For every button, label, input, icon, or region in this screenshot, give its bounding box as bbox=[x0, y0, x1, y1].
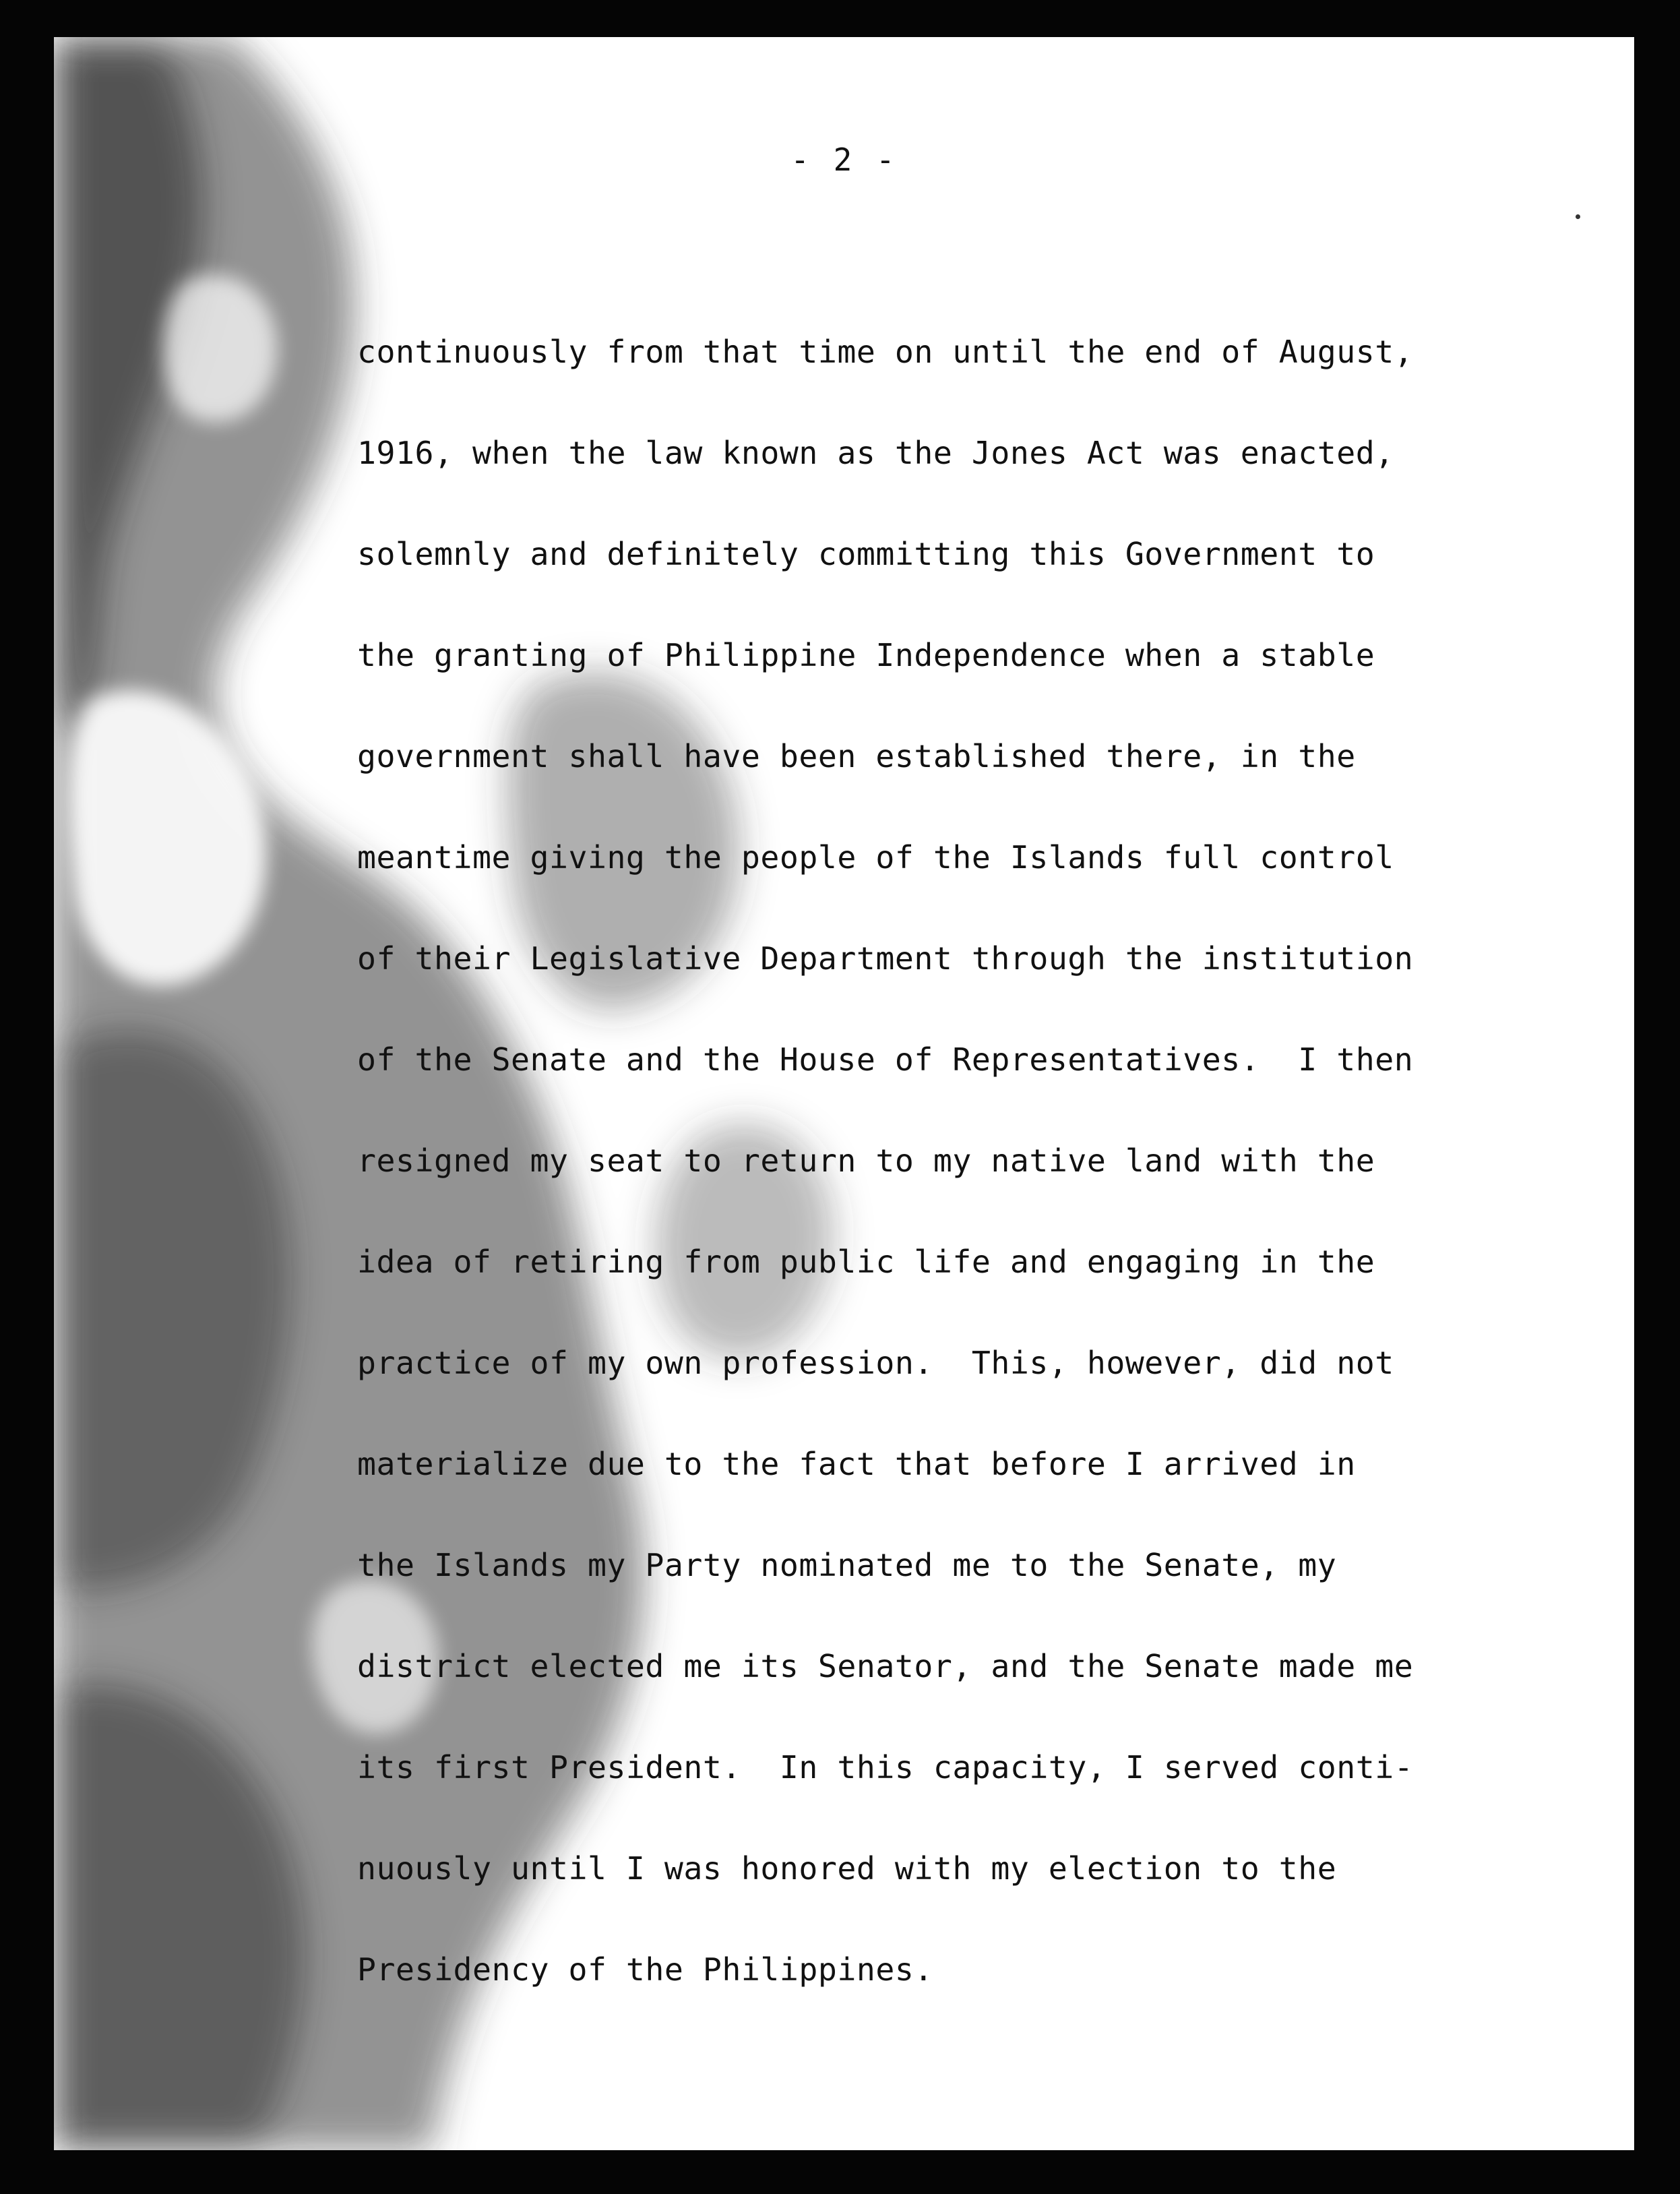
text-line: continuously from that time on until the end of August, bbox=[357, 334, 1414, 370]
text-line: Presidency of the Philippines. bbox=[357, 1951, 933, 1988]
text-line: of their Legislative Department through the institution bbox=[357, 940, 1414, 977]
text-line: of the Senate and the House of Representatives. I then bbox=[357, 1041, 1414, 1078]
text-line: 1916, when the law known as the Jones Act was enacted, bbox=[357, 435, 1394, 471]
text-line: materialize due to the fact that before I arrived in bbox=[357, 1446, 1356, 1482]
text-line: resigned my seat to return to my native land with the bbox=[357, 1142, 1375, 1179]
page-number: - 2 - bbox=[790, 142, 898, 178]
text-line: the Islands my Party nominated me to the Senate, my bbox=[357, 1547, 1337, 1583]
text-line: solemnly and definitely committing this Government to bbox=[357, 536, 1375, 572]
document-page bbox=[54, 37, 1634, 2150]
text-line: district elected me its Senator, and the Senate made me bbox=[357, 1648, 1414, 1684]
text-line: the granting of Philippine Independence when a stable bbox=[357, 637, 1375, 673]
paper-speck bbox=[1576, 214, 1580, 219]
text-line: government shall have been established there, in the bbox=[357, 738, 1356, 774]
text-line: practice of my own profession. This, however, did not bbox=[357, 1345, 1394, 1381]
text-line: idea of retiring from public life and engaging in the bbox=[357, 1244, 1375, 1280]
text-line: meantime giving the people of the Islands full control bbox=[357, 839, 1394, 876]
text-line: nuously until I was honored with my election to the bbox=[357, 1850, 1337, 1887]
text-line: its first President. In this capacity, I served conti- bbox=[357, 1749, 1414, 1786]
